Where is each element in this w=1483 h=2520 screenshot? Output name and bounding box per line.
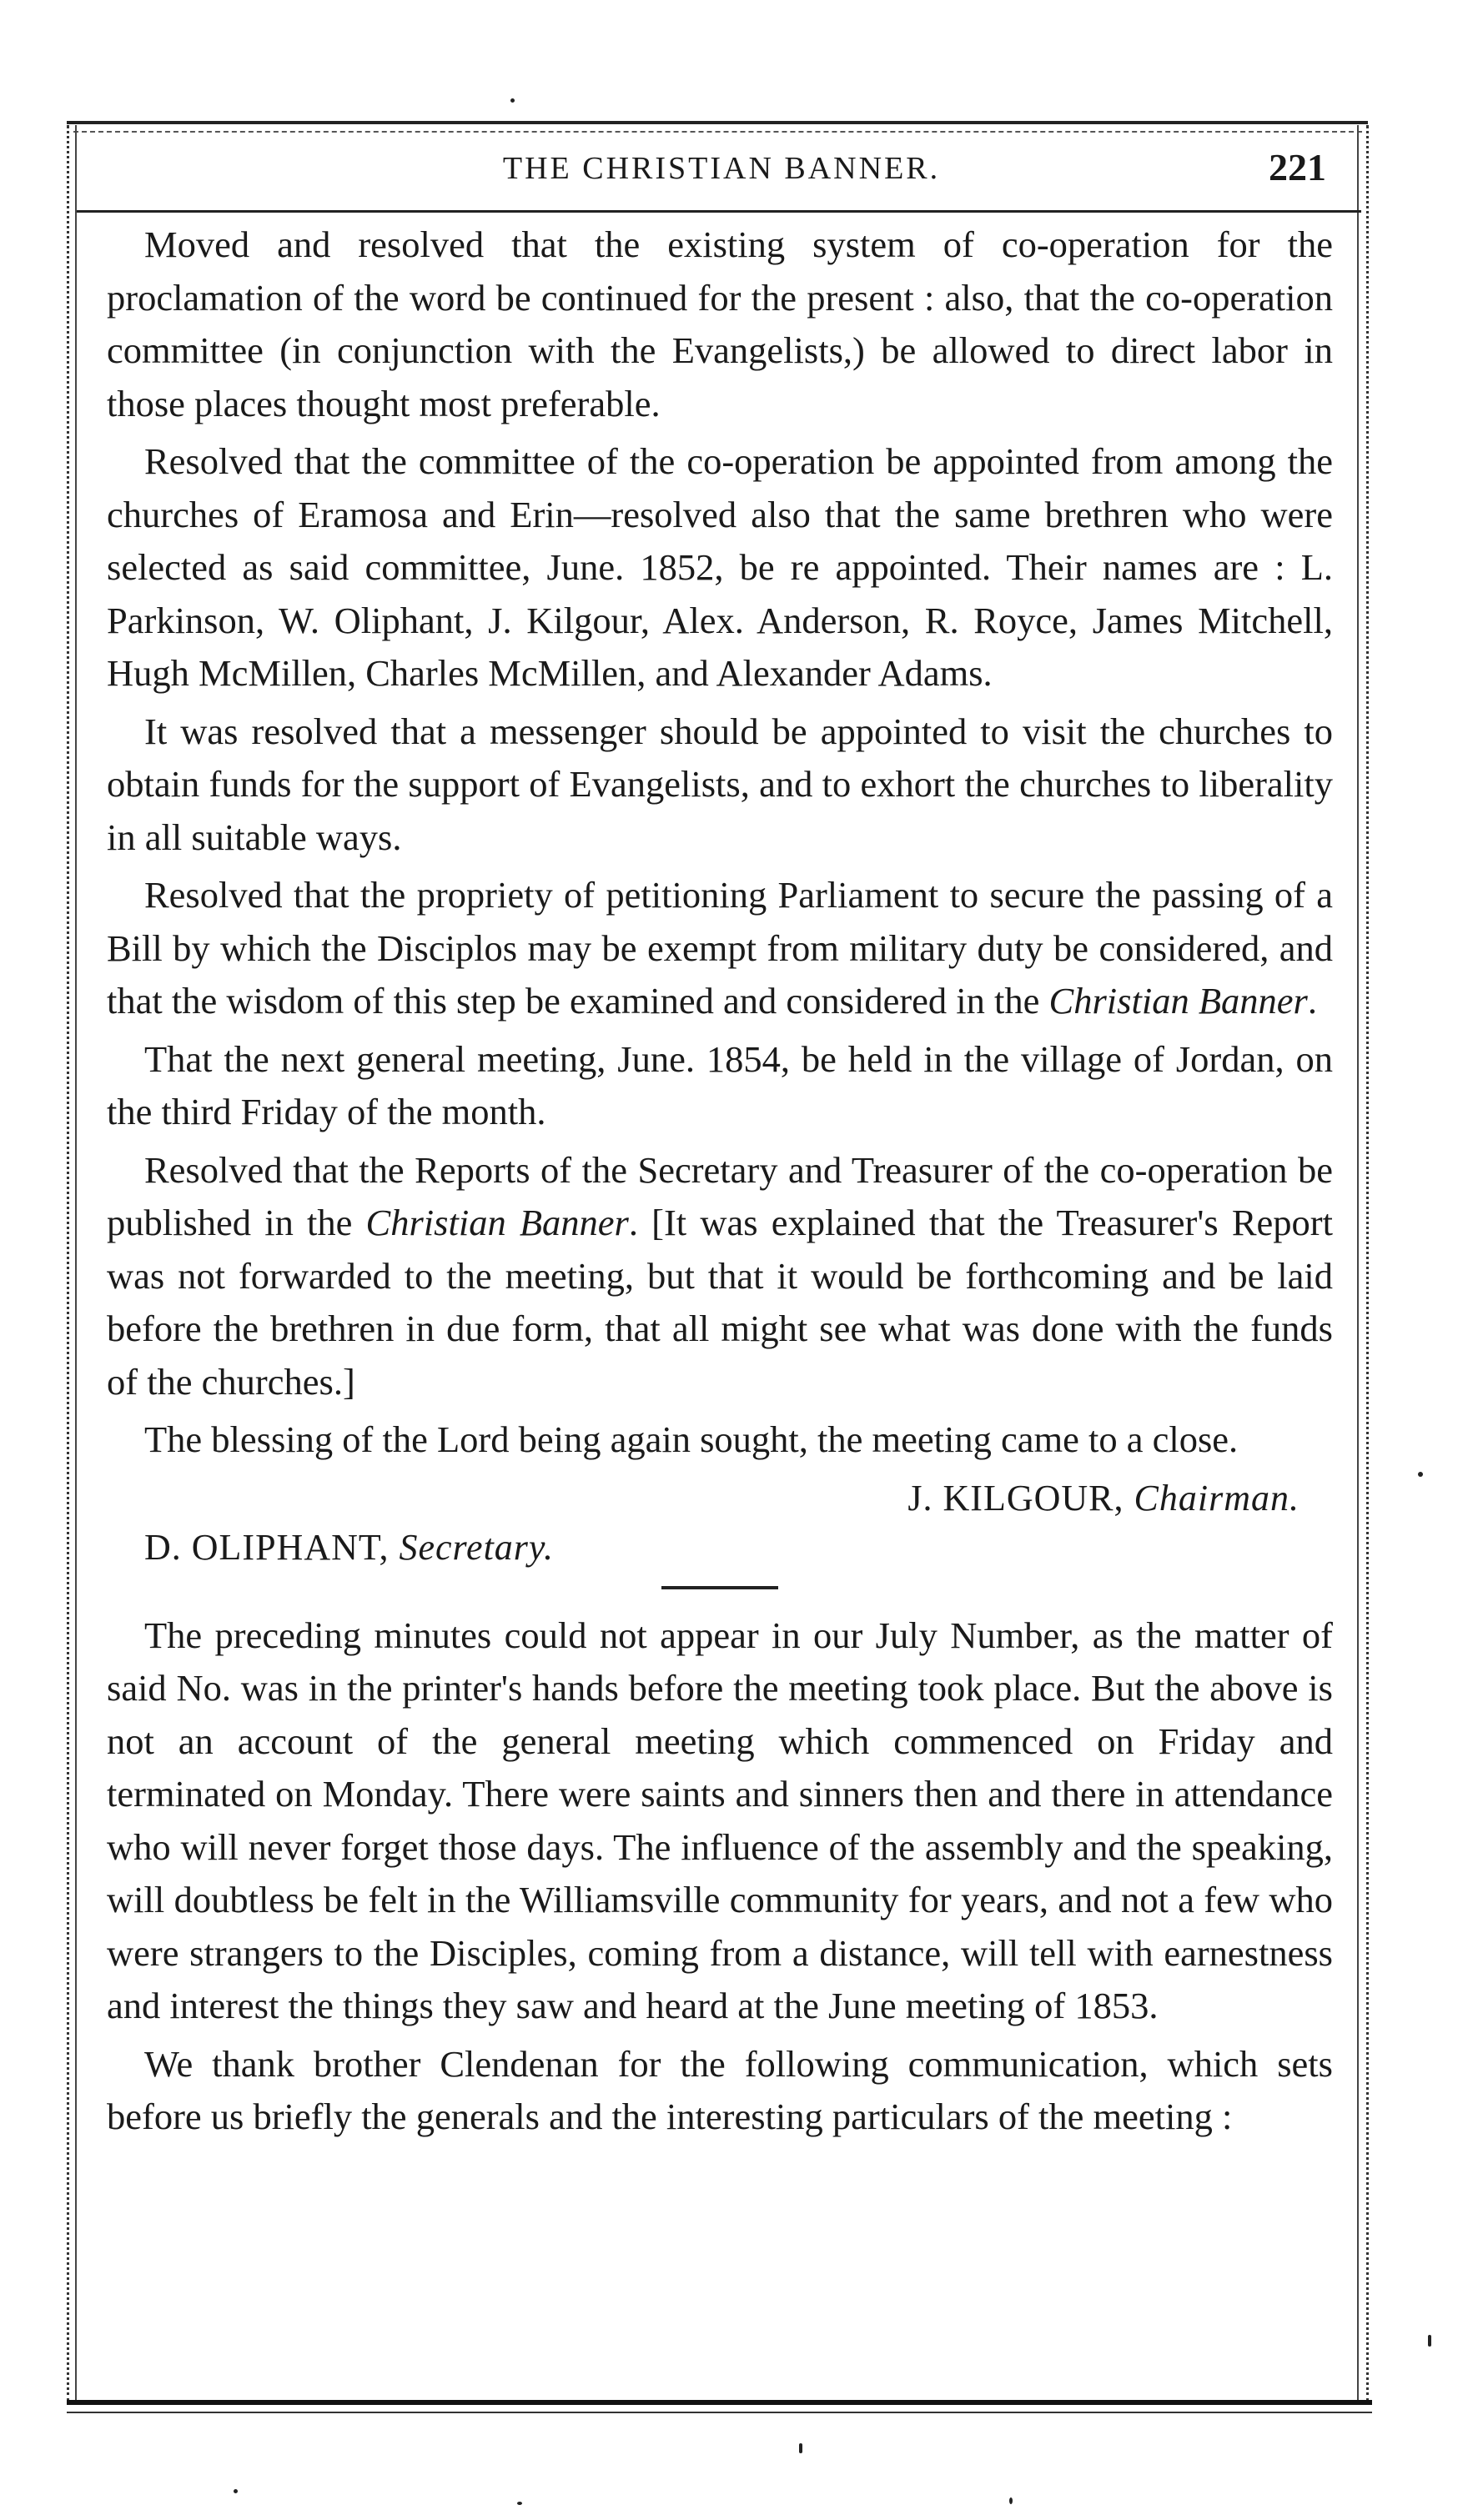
scan-speck xyxy=(234,2489,238,2493)
scan-speck xyxy=(1418,1472,1423,1477)
article-body xyxy=(107,218,1333,2149)
secretary-signature xyxy=(107,1521,1333,1574)
scan-speck xyxy=(517,2502,522,2505)
chairman-title: Chairman. xyxy=(1134,1477,1300,1519)
page-number: 221 xyxy=(1269,146,1326,188)
paragraph-next-meeting: That the next general meeting, June. 1854, be held in the village of Jordan, on the third Friday of the month. xyxy=(107,1037,1333,1132)
bottom-border-rule-thin xyxy=(67,2412,1372,2413)
paragraph-committee: Resolved that the committee of the co-operation be appointed from among the churches of Eramosa and Erin—resolved also that the same brethren who were selected as said committee, June. 1852, be re appointed. Their names are : L. Parkinson, W. Oliphant, J. Kilgour, Alex. Anderson, R. Royce, James Mitchell, Hugh McMillen, Charles McMillen, and Alexander Adams. xyxy=(107,440,1333,694)
paragraph-cooperation-system: Moved and resolved that the existing system of co-operation for the proclamation of the word be continued for the present : also, that the co-operation committee (in conjunction with the Evangelists,) be allowed to direct labor in those places thought most preferable. xyxy=(107,223,1333,424)
scan-speck xyxy=(510,98,515,103)
paragraph-thanks: We thank brother Clendenan for the following communication, which sets before us briefly the generals and the interesting particulars of the meeting : xyxy=(107,2042,1333,2137)
secretary-name: D. OLIPHANT, xyxy=(144,1527,390,1568)
chairman-name: J. KILGOUR, xyxy=(907,1477,1124,1519)
paragraph-reports xyxy=(107,1144,1333,1409)
scan-speck xyxy=(1009,2497,1013,2504)
paragraph-parliament xyxy=(107,869,1333,1028)
paragraph-editorial-note: The preceding minutes could not appear in our July Number, as the matter of said No. was in the printer's hands before the meeting took place. But the above is not an account of the general meeting which commenced on Friday and terminated on Monday. There were saints and sinners then and there in attendance who will never forget those days. The influence of the assembly and the speaking, will doubtless be felt in the Williamsville community for years, and not a few who were strangers to the Disciples, coming from a distance, will tell with earnestness and interest the things they saw and heard at the June meeting of 1853. xyxy=(107,1614,1333,2026)
paragraph-closing: The blessing of the Lord being again sought, the meeting came to a close. xyxy=(144,1418,1239,1460)
running-head: THE CHRISTIAN BANNER. xyxy=(502,151,941,186)
publication-title: Christian Banner xyxy=(365,1202,629,1243)
bottom-border-rule xyxy=(67,2400,1372,2405)
chairman-signature xyxy=(107,1472,1333,1525)
scan-speck xyxy=(799,2443,802,2453)
publication-title: Christian Banner xyxy=(1048,980,1308,1022)
page-header xyxy=(108,143,1335,202)
paragraph-text: Resolved that the propriety of petitioning Parliament to secure the passing of a Bill by which the Disciplos may be exempt from military duty be considered, and that the wisdom of this step be examined and considered in the xyxy=(107,874,1333,1022)
paragraph-text: . xyxy=(1307,980,1317,1022)
paragraph-text: Resolved that the Reports of the Secretary and Treasurer of the co-operation be published in the xyxy=(107,1148,1333,1243)
scan-speck xyxy=(1428,2335,1431,2347)
section-divider xyxy=(661,1586,778,1589)
secretary-title: Secretary. xyxy=(399,1527,555,1568)
paragraph-messenger: It was resolved that a messenger should be appointed to visit the churches to obtain funds for the support of Evangelists, and to exhort the churches to liberality in all suitable ways. xyxy=(107,710,1333,858)
paragraph-text: . [It was explained that the Treasurer's Report was not forwarded to the meeting, but that it would be forthcoming and be laid before the brethren in due form, that all might see what was done with the funds of the churches.] xyxy=(107,1202,1333,1403)
header-rule xyxy=(77,210,1361,213)
top-border-rule xyxy=(67,121,1368,124)
